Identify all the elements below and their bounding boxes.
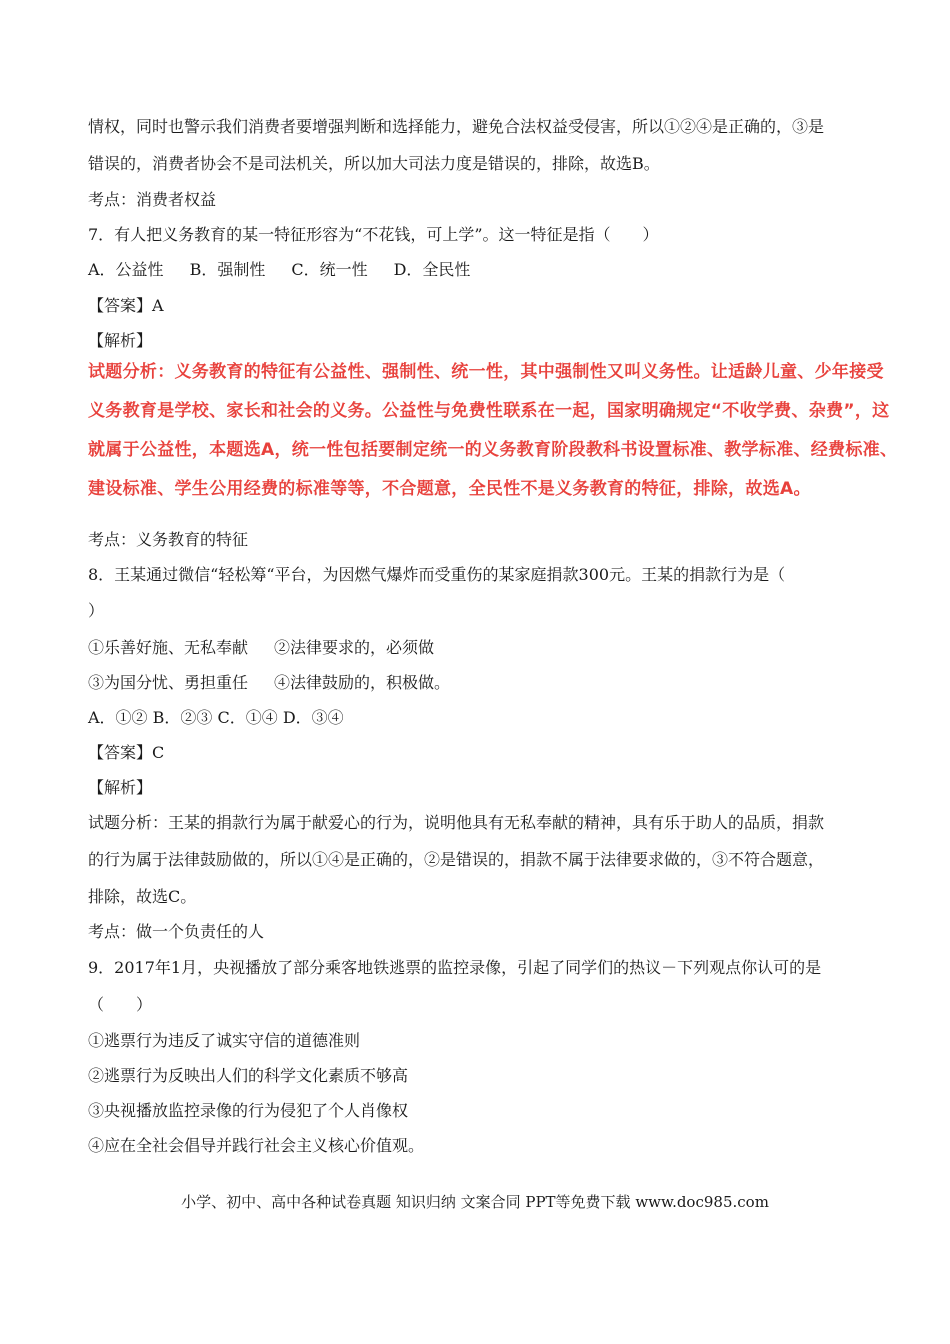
page-footer: 小学、初中、高中各种试卷真题 知识归纳 文案合同 PPT等免费下载 www.doc985.com — [181, 1193, 769, 1211]
q7-option-c: C．统一性 — [291, 260, 368, 279]
q9-option-2: ②逃票行为反映出人们的科学文化素质不够高 — [88, 1066, 409, 1085]
knowledge-point-6: 考点：消费者权益 — [88, 190, 217, 209]
q9-option-3: ③央视播放监控录像的行为侵犯了个人肖像权 — [88, 1101, 409, 1120]
q7-red-line-2: 义务教育是学校、家长和社会的义务。公益性与免费性联系在一起，国家明确规定“不收学费、杂费”，这 — [88, 401, 890, 421]
q8-answer: 【答案】C — [88, 743, 165, 762]
analysis-line-1: 情权，同时也警示我们消费者要增强判断和选择能力，避免合法权益受侵害，所以①②④是正确的，③是 — [88, 117, 825, 136]
question-9-blank: （ ） — [88, 995, 153, 1014]
q7-red-line-4: 建设标准、学生公用经费的标准等等，不合题意，全民性不是义务教育的特征，排除，故选A。 — [88, 479, 811, 499]
q7-option-b: B．强制性 — [189, 260, 266, 279]
q9-option-4: ④应在全社会倡导并践行社会主义核心价值观。 — [88, 1136, 425, 1155]
q7-red-line-3: 就属于公益性，本题选A，统一性包括要制定统一的义务教育阶段教科书设置标准、教学标准、经费标准、 — [88, 440, 898, 460]
q8-knowledge-point: 考点：做一个负责任的人 — [88, 922, 265, 941]
q8-analysis-line-3: 排除，故选C。 — [88, 887, 197, 906]
q7-analysis-heading: 【解析】 — [88, 331, 153, 350]
question-9: 9．2017年1月，央视播放了部分乘客地铁逃票的监控录像，引起了同学们的热议－下列观点你认可的是 — [88, 958, 822, 977]
question-8: 8．王某通过微信“轻松筹“平台，为因燃气爆炸而受重伤的某家庭捐款300元。王某的捐款行为是（ — [88, 565, 786, 584]
q8-options-row-2 — [88, 673, 450, 693]
q7-answer: 【答案】A — [88, 296, 164, 315]
q8-analysis-line-2: 的行为属于法律鼓励做的，所以①④是正确的，②是错误的，捐款不属于法律要求做的，③不符合题意， — [88, 850, 825, 869]
question-7: 7．有人把义务教育的某一特征形容为“不花钱，可上学”。这一特征是指（ ） — [88, 225, 659, 244]
q8-option-3: ③为国分忧、勇担重任 — [88, 673, 249, 692]
q8-option-1: ①乐善好施、无私奉献 — [88, 638, 249, 657]
q7-red-line-1: 试题分析：义务教育的特征有公益性、强制性、统一性，其中强制性又叫义务性。让适龄儿童、少年接受 — [88, 362, 884, 382]
q7-option-a: A．公益性 — [88, 260, 164, 279]
q7-knowledge-point: 考点：义务教育的特征 — [88, 530, 249, 549]
q8-analysis-line-1: 试题分析：王某的捐款行为属于献爱心的行为，说明他具有无私奉献的精神，具有乐于助人的品质，捐款 — [88, 813, 825, 832]
q8-choices: A．①② B．②③ C．①④ D．③④ — [88, 708, 344, 727]
q8-option-4: ④法律鼓励的，积极做。 — [274, 673, 451, 692]
question-7-options — [88, 260, 470, 280]
question-8-close: ） — [88, 601, 105, 620]
q8-analysis-heading: 【解析】 — [88, 778, 153, 797]
q8-options-row-1 — [88, 638, 434, 658]
q9-option-1: ①逃票行为违反了诚实守信的道德准则 — [88, 1031, 361, 1050]
analysis-line-2: 错误的，消费者协会不是司法机关，所以加大司法力度是错误的，排除，故选B。 — [88, 154, 660, 173]
q7-option-d: D．全民性 — [393, 260, 471, 279]
q8-option-2: ②法律要求的，必须做 — [274, 638, 435, 657]
